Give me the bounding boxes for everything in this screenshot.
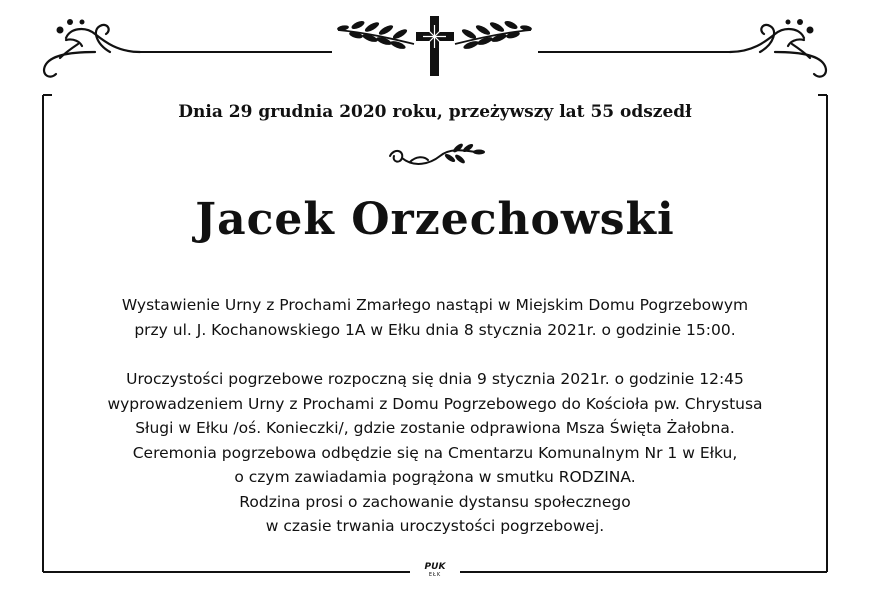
- flourish-right-icon: [730, 19, 826, 77]
- exhibition-paragraph: [40, 293, 830, 342]
- flourish-left-icon: [44, 19, 140, 77]
- paragraph-line: Rodzina prosi o zachowanie dystansu społecznego: [239, 492, 631, 511]
- paragraph-line: o czym zawiadamia pogrążona w smutku RODZINA.: [234, 468, 636, 486]
- paragraph-line: Wystawienie Urny z Prochami Zmarłego nastąpi w Miejskim Domu Pogrzebowym: [121, 296, 749, 314]
- paragraph-line: wyprowadzeniem Urny z Prochami z Domu Pogrzebowego do Kościoła pw. Chrystusa: [107, 394, 763, 413]
- logo-line2: EŁK: [428, 572, 442, 578]
- funeral-paragraph: [40, 367, 830, 539]
- paragraph-line: w czasie trwania uroczystości pogrzebowej.: [265, 517, 605, 535]
- paragraph-line: Sługi w Ełku /oś. Konieczki/, gdzie zostanie odprawiona Msza Święta Żałobna.: [135, 419, 735, 437]
- paragraph-line: Ceremonia pogrzebowa odbędzie się na Cmentarzu Komunalnym Nr 1 w Ełku,: [132, 443, 738, 462]
- cross-with-laurel-icon: [337, 16, 533, 76]
- paragraph-line: przy ul. J. Kochanowskiego 1A w Ełku dnia 8 stycznia 2021r. o godzinie 15:00.: [134, 320, 736, 339]
- floral-divider-icon: [380, 142, 490, 172]
- logo-line1: PUK: [424, 562, 446, 572]
- date-line: Dnia 29 grudnia 2020 roku, przeżywszy lat 55 odszedł: [178, 102, 692, 122]
- puk-logo: [415, 563, 455, 583]
- paragraph-line: Uroczystości pogrzebowe rozpoczną się dnia 9 stycznia 2021r. o godzinie 12:45: [126, 370, 744, 388]
- deceased-name: Jacek Orzechowski: [195, 194, 675, 245]
